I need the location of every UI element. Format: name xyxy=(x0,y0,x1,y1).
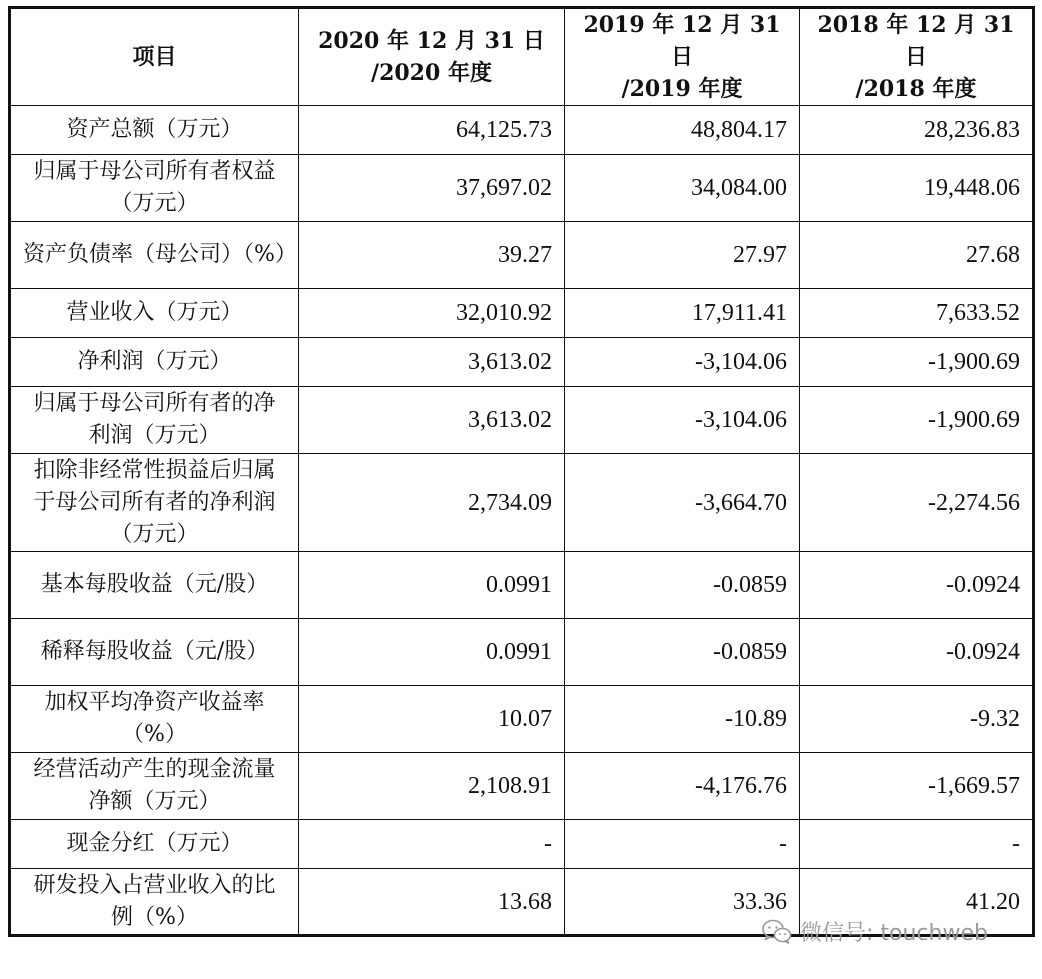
header-2020-date: 2020 年 12 月 31 日 xyxy=(318,28,545,54)
value-2020: 2,734.09 xyxy=(299,454,565,552)
header-item: 项目 xyxy=(10,8,299,106)
row-label: 现金分红（万元） xyxy=(10,820,299,869)
value-2018: -1,900.69 xyxy=(800,387,1034,454)
table-row xyxy=(10,106,1034,155)
table-row xyxy=(10,289,1034,338)
table-row xyxy=(10,619,1034,686)
row-label: 归属于母公司所有者权益（万元） xyxy=(10,155,299,222)
value-2018: -2,274.56 xyxy=(800,454,1034,552)
value-2020: 3,613.02 xyxy=(299,387,565,454)
row-label: 经营活动产生的现金流量净额（万元） xyxy=(10,753,299,820)
table-row xyxy=(10,155,1034,222)
header-2019-date: 2019 年 12 月 31 日 xyxy=(583,12,781,70)
value-2020: 39.27 xyxy=(299,222,565,289)
header-2019-year: /2019 年度 xyxy=(621,76,743,102)
value-2018: -1,669.57 xyxy=(800,753,1034,820)
value-2020: 3,613.02 xyxy=(299,338,565,387)
value-2019: 34,084.00 xyxy=(565,155,800,222)
table-row xyxy=(10,753,1034,820)
header-row xyxy=(10,8,1034,106)
row-label: 净利润（万元） xyxy=(10,338,299,387)
header-2018-date: 2018 年 12 月 31 日 xyxy=(817,12,1015,70)
value-2018: 7,633.52 xyxy=(800,289,1034,338)
row-label: 营业收入（万元） xyxy=(10,289,299,338)
table-row xyxy=(10,686,1034,753)
value-2019: 27.97 xyxy=(565,222,800,289)
value-2018: 27.68 xyxy=(800,222,1034,289)
wechat-icon xyxy=(762,919,792,945)
row-label: 研发投入占营业收入的比例（%） xyxy=(10,869,299,936)
header-2020-year: /2020 年度 xyxy=(371,60,492,86)
header-2018-year: /2018 年度 xyxy=(855,76,977,102)
table-row xyxy=(10,222,1034,289)
watermark-text: 微信号: touchweb xyxy=(800,921,988,946)
value-2020: 10.07 xyxy=(299,686,565,753)
table-row xyxy=(10,387,1034,454)
value-2018: -1,900.69 xyxy=(800,338,1034,387)
value-2018: 19,448.06 xyxy=(800,155,1034,222)
value-2019: -3,664.70 xyxy=(565,454,800,552)
value-2020: 0.0991 xyxy=(299,619,565,686)
value-2019: -4,176.76 xyxy=(565,753,800,820)
value-2019: -0.0859 xyxy=(565,619,800,686)
value-2019: -0.0859 xyxy=(565,552,800,619)
header-2019 xyxy=(565,8,800,106)
row-label: 稀释每股收益（元/股） xyxy=(10,619,299,686)
row-label: 扣除非经常性损益后归属于母公司所有者的净利润（万元） xyxy=(10,454,299,552)
value-2018: -0.0924 xyxy=(800,619,1034,686)
watermark xyxy=(762,916,988,947)
value-2020: 13.68 xyxy=(299,869,565,936)
value-2019: 33.36 xyxy=(565,869,800,936)
value-2020: 37,697.02 xyxy=(299,155,565,222)
table-row xyxy=(10,454,1034,552)
header-2020 xyxy=(299,8,565,106)
value-2018: -9.32 xyxy=(800,686,1034,753)
value-2019: -3,104.06 xyxy=(565,387,800,454)
financial-table-container xyxy=(8,6,1032,937)
value-2020: 2,108.91 xyxy=(299,753,565,820)
value-2020: 64,125.73 xyxy=(299,106,565,155)
value-2019: -10.89 xyxy=(565,686,800,753)
row-label: 资产总额（万元） xyxy=(10,106,299,155)
value-2019: - xyxy=(565,820,800,869)
value-2019: 48,804.17 xyxy=(565,106,800,155)
table-row xyxy=(10,552,1034,619)
table-row xyxy=(10,338,1034,387)
table-row xyxy=(10,820,1034,869)
value-2018: 28,236.83 xyxy=(800,106,1034,155)
value-2019: -3,104.06 xyxy=(565,338,800,387)
value-2020: 32,010.92 xyxy=(299,289,565,338)
value-2020: 0.0991 xyxy=(299,552,565,619)
value-2018: 41.20 xyxy=(800,869,1034,936)
header-2018 xyxy=(800,8,1034,106)
value-2019: 17,911.41 xyxy=(565,289,800,338)
value-2020: - xyxy=(299,820,565,869)
row-label: 归属于母公司所有者的净利润（万元） xyxy=(10,387,299,454)
value-2018: -0.0924 xyxy=(800,552,1034,619)
row-label: 资产负债率（母公司）（%） xyxy=(10,222,299,289)
row-label: 基本每股收益（元/股） xyxy=(10,552,299,619)
value-2018: - xyxy=(800,820,1034,869)
financial-data-table xyxy=(8,6,1035,937)
row-label: 加权平均净资产收益率（%） xyxy=(10,686,299,753)
